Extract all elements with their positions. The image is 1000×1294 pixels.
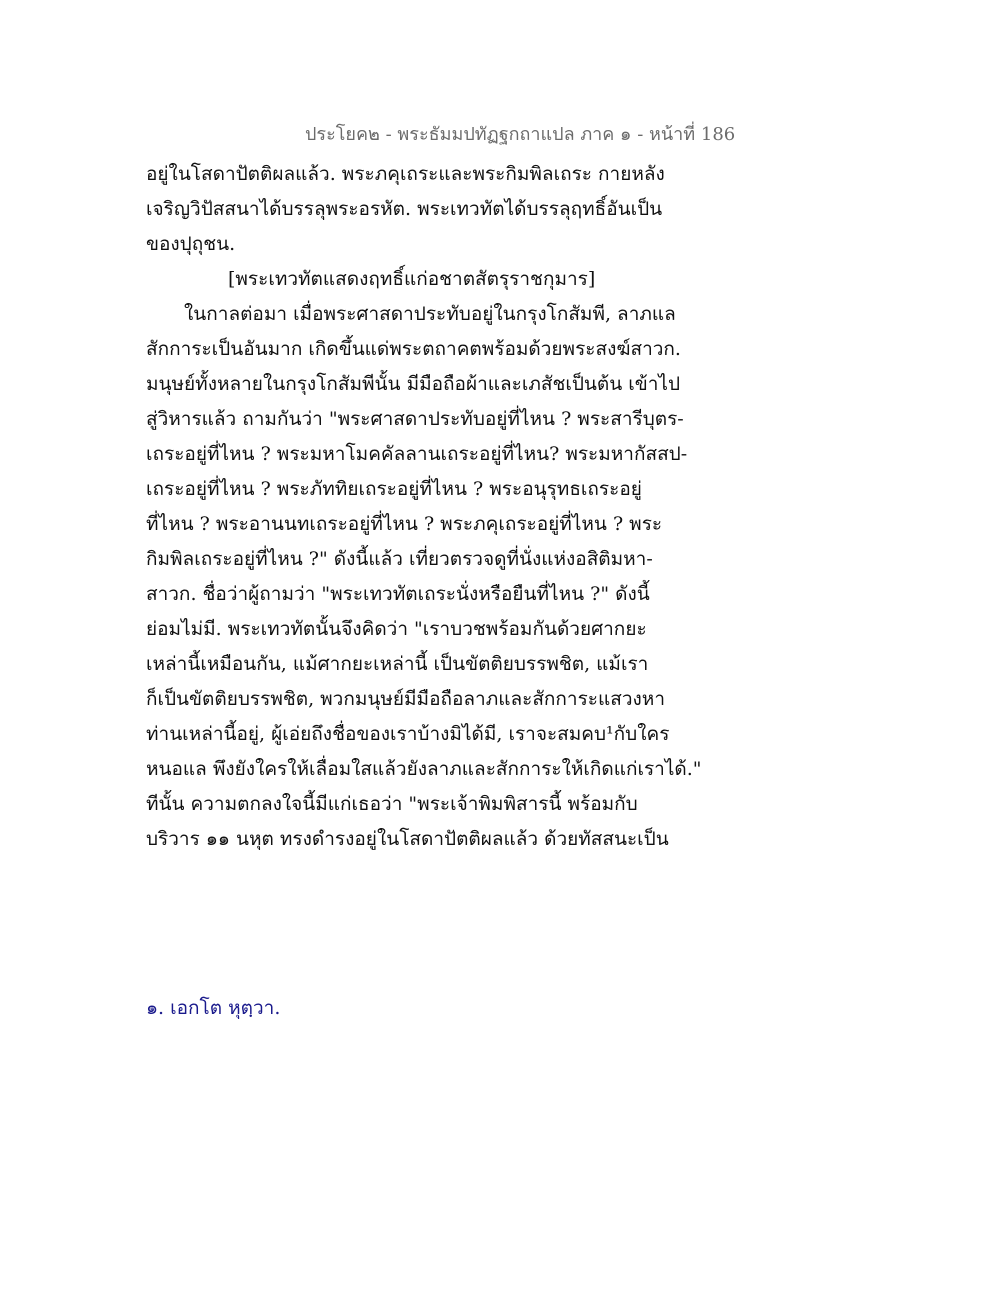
- text-line: หนอแล พึงยังใครให้เลื่อมใสแล้วยังลาภและสักการะให้เกิดแก่เราได้.": [146, 758, 702, 780]
- text-line: สู่วิหารแล้ว ถามกันว่า "พระศาสดาประทับอยู่ที่ไหน ? พระสารีบุตร-: [146, 408, 684, 430]
- text-line: สักการะเป็นอันมาก เกิดขึ้นแด่พระตถาคตพร้อมด้วยพระสงฆ์สาวก.: [146, 338, 681, 360]
- body-text: [146, 157, 706, 857]
- text-line: บริวาร ๑๑ นหุต ทรงดำรงอยู่ในโสดาปัตติผลแล้ว ด้วยทัสสนะเป็น: [146, 828, 669, 850]
- text-line: ก็เป็นขัตติยบรรพชิต, พวกมนุษย์มีมือถือลาภและสักการะแสวงหา: [146, 688, 665, 710]
- text-line: ท่านเหล่านี้อยู่, ผู้เอ่ยถึงชื่อของเราบ้างมิได้มี, เราจะสมคบ¹กับใคร: [146, 723, 670, 745]
- text-line: ที่ไหน ? พระอานนทเถระอยู่ที่ไหน ? พระภคุเถระอยู่ที่ไหน ? พระ: [146, 513, 663, 535]
- text-line: ของปุถุชน.: [146, 233, 236, 255]
- text-line: กิมพิลเถระอยู่ที่ไหน ?" ดังนี้แล้ว เที่ยวตรวจดูที่นั่งแห่งอสิติมหา-: [146, 548, 653, 570]
- text-line: เหล่านี้เหมือนกัน, แม้ศากยะเหล่านี้ เป็นขัตติยบรรพชิต, แม้เรา: [146, 653, 649, 675]
- text-line: เจริญวิปัสสนาได้บรรลุพระอรหัต. พระเทวทัตได้บรรลุฤทธิ์อันเป็น: [146, 198, 663, 220]
- text-line: ทีนั้น ความตกลงใจนี้มีแก่เธอว่า "พระเจ้าพิมพิสารนี้ พร้อมกับ: [146, 793, 638, 815]
- running-header: ประโยค๒ - พระธัมมปทัฏฐกถาแปล ภาค ๑ - หน้าที่ 186: [305, 124, 736, 145]
- text-line: มนุษย์ทั้งหลายในกรุงโกสัมพีนั้น มีมือถือผ้าและเภสัชเป็นต้น เข้าไป: [146, 373, 681, 395]
- text-line: เถระอยู่ที่ไหน ? พระภัททิยเถระอยู่ที่ไหน ? พระอนุรุทธเถระอยู่: [146, 478, 642, 500]
- text-line: สาวก. ชื่อว่าผู้ถามว่า "พระเทวทัตเถระนั่งหรือยืนที่ไหน ?" ดังนี้: [146, 583, 650, 605]
- text-line: อยู่ในโสดาปัตติผลแล้ว. พระภคุเถระและพระกิมพิลเถระ กายหลัง: [146, 163, 665, 185]
- text-line: เถระอยู่ที่ไหน ? พระมหาโมคคัลลานเถระอยู่ที่ไหน? พระมหากัสสป-: [146, 443, 688, 465]
- section-heading: [พระเทวทัตแสดงฤทธิ์แก่อชาตสัตรุราชกุมาร]: [228, 268, 596, 290]
- footnote: ๑. เอกโต หุตฺวา.: [146, 997, 281, 1019]
- text-line: ย่อมไม่มี. พระเทวทัตนั้นจึงคิดว่า "เราบวชพร้อมกันด้วยศากยะ: [146, 618, 647, 640]
- text-line: ในกาลต่อมา เมื่อพระศาสดาประทับอยู่ในกรุงโกสัมพี, ลาภแล: [184, 303, 676, 325]
